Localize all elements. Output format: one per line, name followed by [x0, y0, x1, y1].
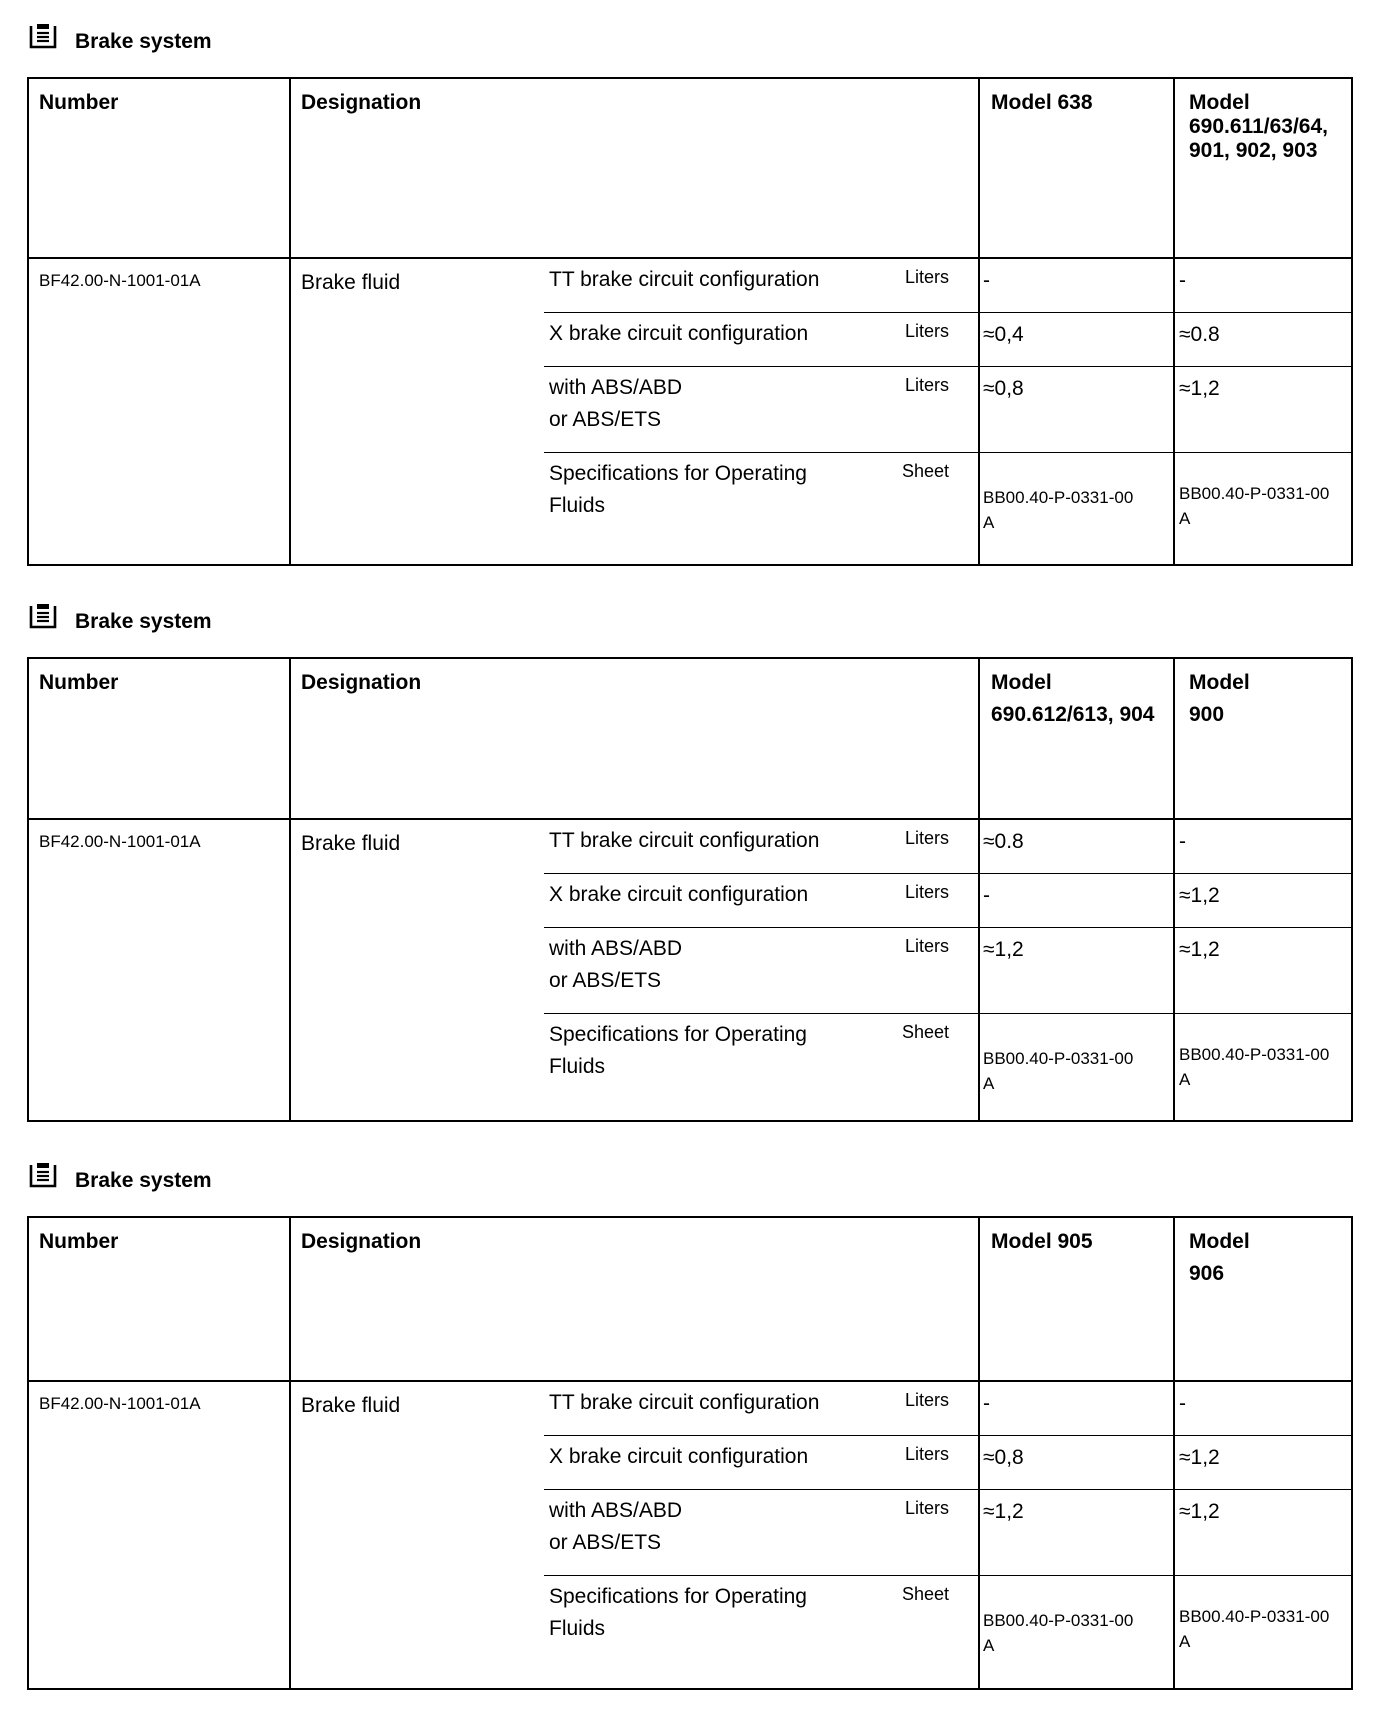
model-a-value: ≈1,2: [983, 1500, 1024, 1523]
configuration-label: X brake circuit configuration: [549, 1445, 809, 1468]
unit-label: Liters: [904, 1390, 949, 1410]
table-row: [29, 259, 1351, 313]
model-a-value: -: [983, 1392, 990, 1415]
model-a-value: BB00.40-P-0331-00: [983, 488, 1134, 507]
model-b-value: A: [1179, 1632, 1191, 1651]
configuration-label: Specifications for Operating: [549, 1023, 807, 1046]
header-model-b: 690.611/63/64,: [1189, 115, 1328, 138]
spec-table: [27, 77, 1353, 566]
unit-label: Sheet: [901, 1584, 949, 1604]
unit-label: Liters: [904, 1498, 949, 1518]
unit-label: Liters: [904, 1444, 949, 1464]
spec-table: [27, 1216, 1353, 1690]
model-b-value: -: [1179, 269, 1186, 292]
header-number: Number: [39, 671, 119, 694]
table-row: [29, 1576, 1351, 1690]
header-model-b: Model: [1189, 671, 1250, 694]
model-b-value: ≈1,2: [1179, 1500, 1220, 1523]
model-a-value: A: [983, 1636, 995, 1655]
unit-label: Liters: [904, 321, 949, 341]
section-title: Brake system: [75, 1169, 212, 1192]
part-number: BF42.00-N-1001-01A: [39, 271, 201, 290]
table-row: [29, 1436, 1351, 1490]
configuration-label: TT brake circuit configuration: [549, 1391, 820, 1414]
document-list-icon: [28, 22, 58, 50]
configuration-label: or ABS/ETS: [549, 969, 662, 992]
model-b-value: ≈1,2: [1179, 938, 1220, 961]
model-b-value: BB00.40-P-0331-00: [1179, 484, 1330, 503]
model-b-value: ≈1,2: [1179, 377, 1220, 400]
model-a-value: BB00.40-P-0331-00: [983, 1049, 1134, 1068]
configuration-label: X brake circuit configuration: [549, 883, 809, 906]
designation: Brake fluid: [301, 271, 401, 294]
header-model-b: 906: [1189, 1262, 1225, 1285]
configuration-label: or ABS/ETS: [549, 408, 662, 431]
unit-label: Liters: [904, 936, 949, 956]
table-row: [29, 928, 1351, 1014]
model-b-value: ≈1,2: [1179, 884, 1220, 907]
header-model-a: Model: [991, 671, 1052, 694]
unit-label: Sheet: [901, 461, 949, 481]
model-a-value: BB00.40-P-0331-00: [983, 1611, 1134, 1630]
header-model-b: Model: [1189, 91, 1250, 114]
header-number: Number: [39, 1230, 119, 1253]
model-b-value: ≈0.8: [1179, 323, 1220, 346]
header-model-a: 690.612/613, 904: [991, 703, 1155, 726]
table-row: [29, 453, 1351, 566]
table-row: [29, 820, 1351, 874]
document-list-icon: [28, 602, 58, 630]
section-title: Brake system: [75, 30, 212, 53]
model-b-value: BB00.40-P-0331-00: [1179, 1045, 1330, 1064]
document-list-icon: [28, 1161, 58, 1189]
configuration-label: with ABS/ABD: [549, 1499, 683, 1522]
table-row: [29, 367, 1351, 453]
model-b-value: A: [1179, 509, 1191, 528]
configuration-label: TT brake circuit configuration: [549, 829, 820, 852]
model-b-value: A: [1179, 1070, 1191, 1089]
table-row: [29, 1382, 1351, 1436]
configuration-label: Specifications for Operating: [549, 462, 807, 485]
configuration-label: with ABS/ABD: [549, 937, 683, 960]
spec-table: [27, 657, 1353, 1122]
section-title: Brake system: [75, 610, 212, 633]
header-designation: Designation: [301, 671, 422, 694]
model-a-value: ≈0.8: [983, 830, 1024, 853]
header-model-b: 900: [1189, 703, 1225, 726]
header-number: Number: [39, 91, 119, 114]
table-row: [29, 874, 1351, 928]
header-model-a: Model 638: [991, 91, 1093, 114]
configuration-label: X brake circuit configuration: [549, 322, 809, 345]
part-number: BF42.00-N-1001-01A: [39, 832, 201, 851]
unit-label: Liters: [904, 828, 949, 848]
configuration-label: Fluids: [549, 1617, 606, 1640]
configuration-label: or ABS/ETS: [549, 1531, 662, 1554]
unit-label: Sheet: [901, 1022, 949, 1042]
header-model-b: Model: [1189, 1230, 1250, 1253]
part-number: BF42.00-N-1001-01A: [39, 1394, 201, 1413]
model-a-value: -: [983, 884, 990, 907]
model-a-value: ≈0,8: [983, 377, 1024, 400]
model-a-value: A: [983, 513, 995, 532]
model-b-value: ≈1,2: [1179, 1446, 1220, 1469]
designation: Brake fluid: [301, 832, 401, 855]
unit-label: Liters: [904, 882, 949, 902]
model-a-value: A: [983, 1074, 995, 1093]
header-designation: Designation: [301, 1230, 422, 1253]
unit-label: Liters: [904, 375, 949, 395]
model-b-value: BB00.40-P-0331-00: [1179, 1607, 1330, 1626]
table-row: [29, 1014, 1351, 1122]
configuration-label: with ABS/ABD: [549, 376, 683, 399]
model-a-value: ≈0,4: [983, 323, 1024, 346]
table-row: [29, 1490, 1351, 1576]
header-model-a: Model 905: [991, 1230, 1093, 1253]
header-designation: Designation: [301, 91, 422, 114]
configuration-label: Specifications for Operating: [549, 1585, 807, 1608]
configuration-label: Fluids: [549, 494, 606, 517]
model-b-value: -: [1179, 1392, 1186, 1415]
model-a-value: ≈0,8: [983, 1446, 1024, 1469]
configuration-label: Fluids: [549, 1055, 606, 1078]
model-a-value: -: [983, 269, 990, 292]
unit-label: Liters: [904, 267, 949, 287]
designation: Brake fluid: [301, 1394, 401, 1417]
table-row: [29, 313, 1351, 367]
model-a-value: ≈1,2: [983, 938, 1024, 961]
model-b-value: -: [1179, 830, 1186, 853]
configuration-label: TT brake circuit configuration: [549, 268, 820, 291]
header-model-b: 901, 902, 903: [1189, 139, 1318, 162]
